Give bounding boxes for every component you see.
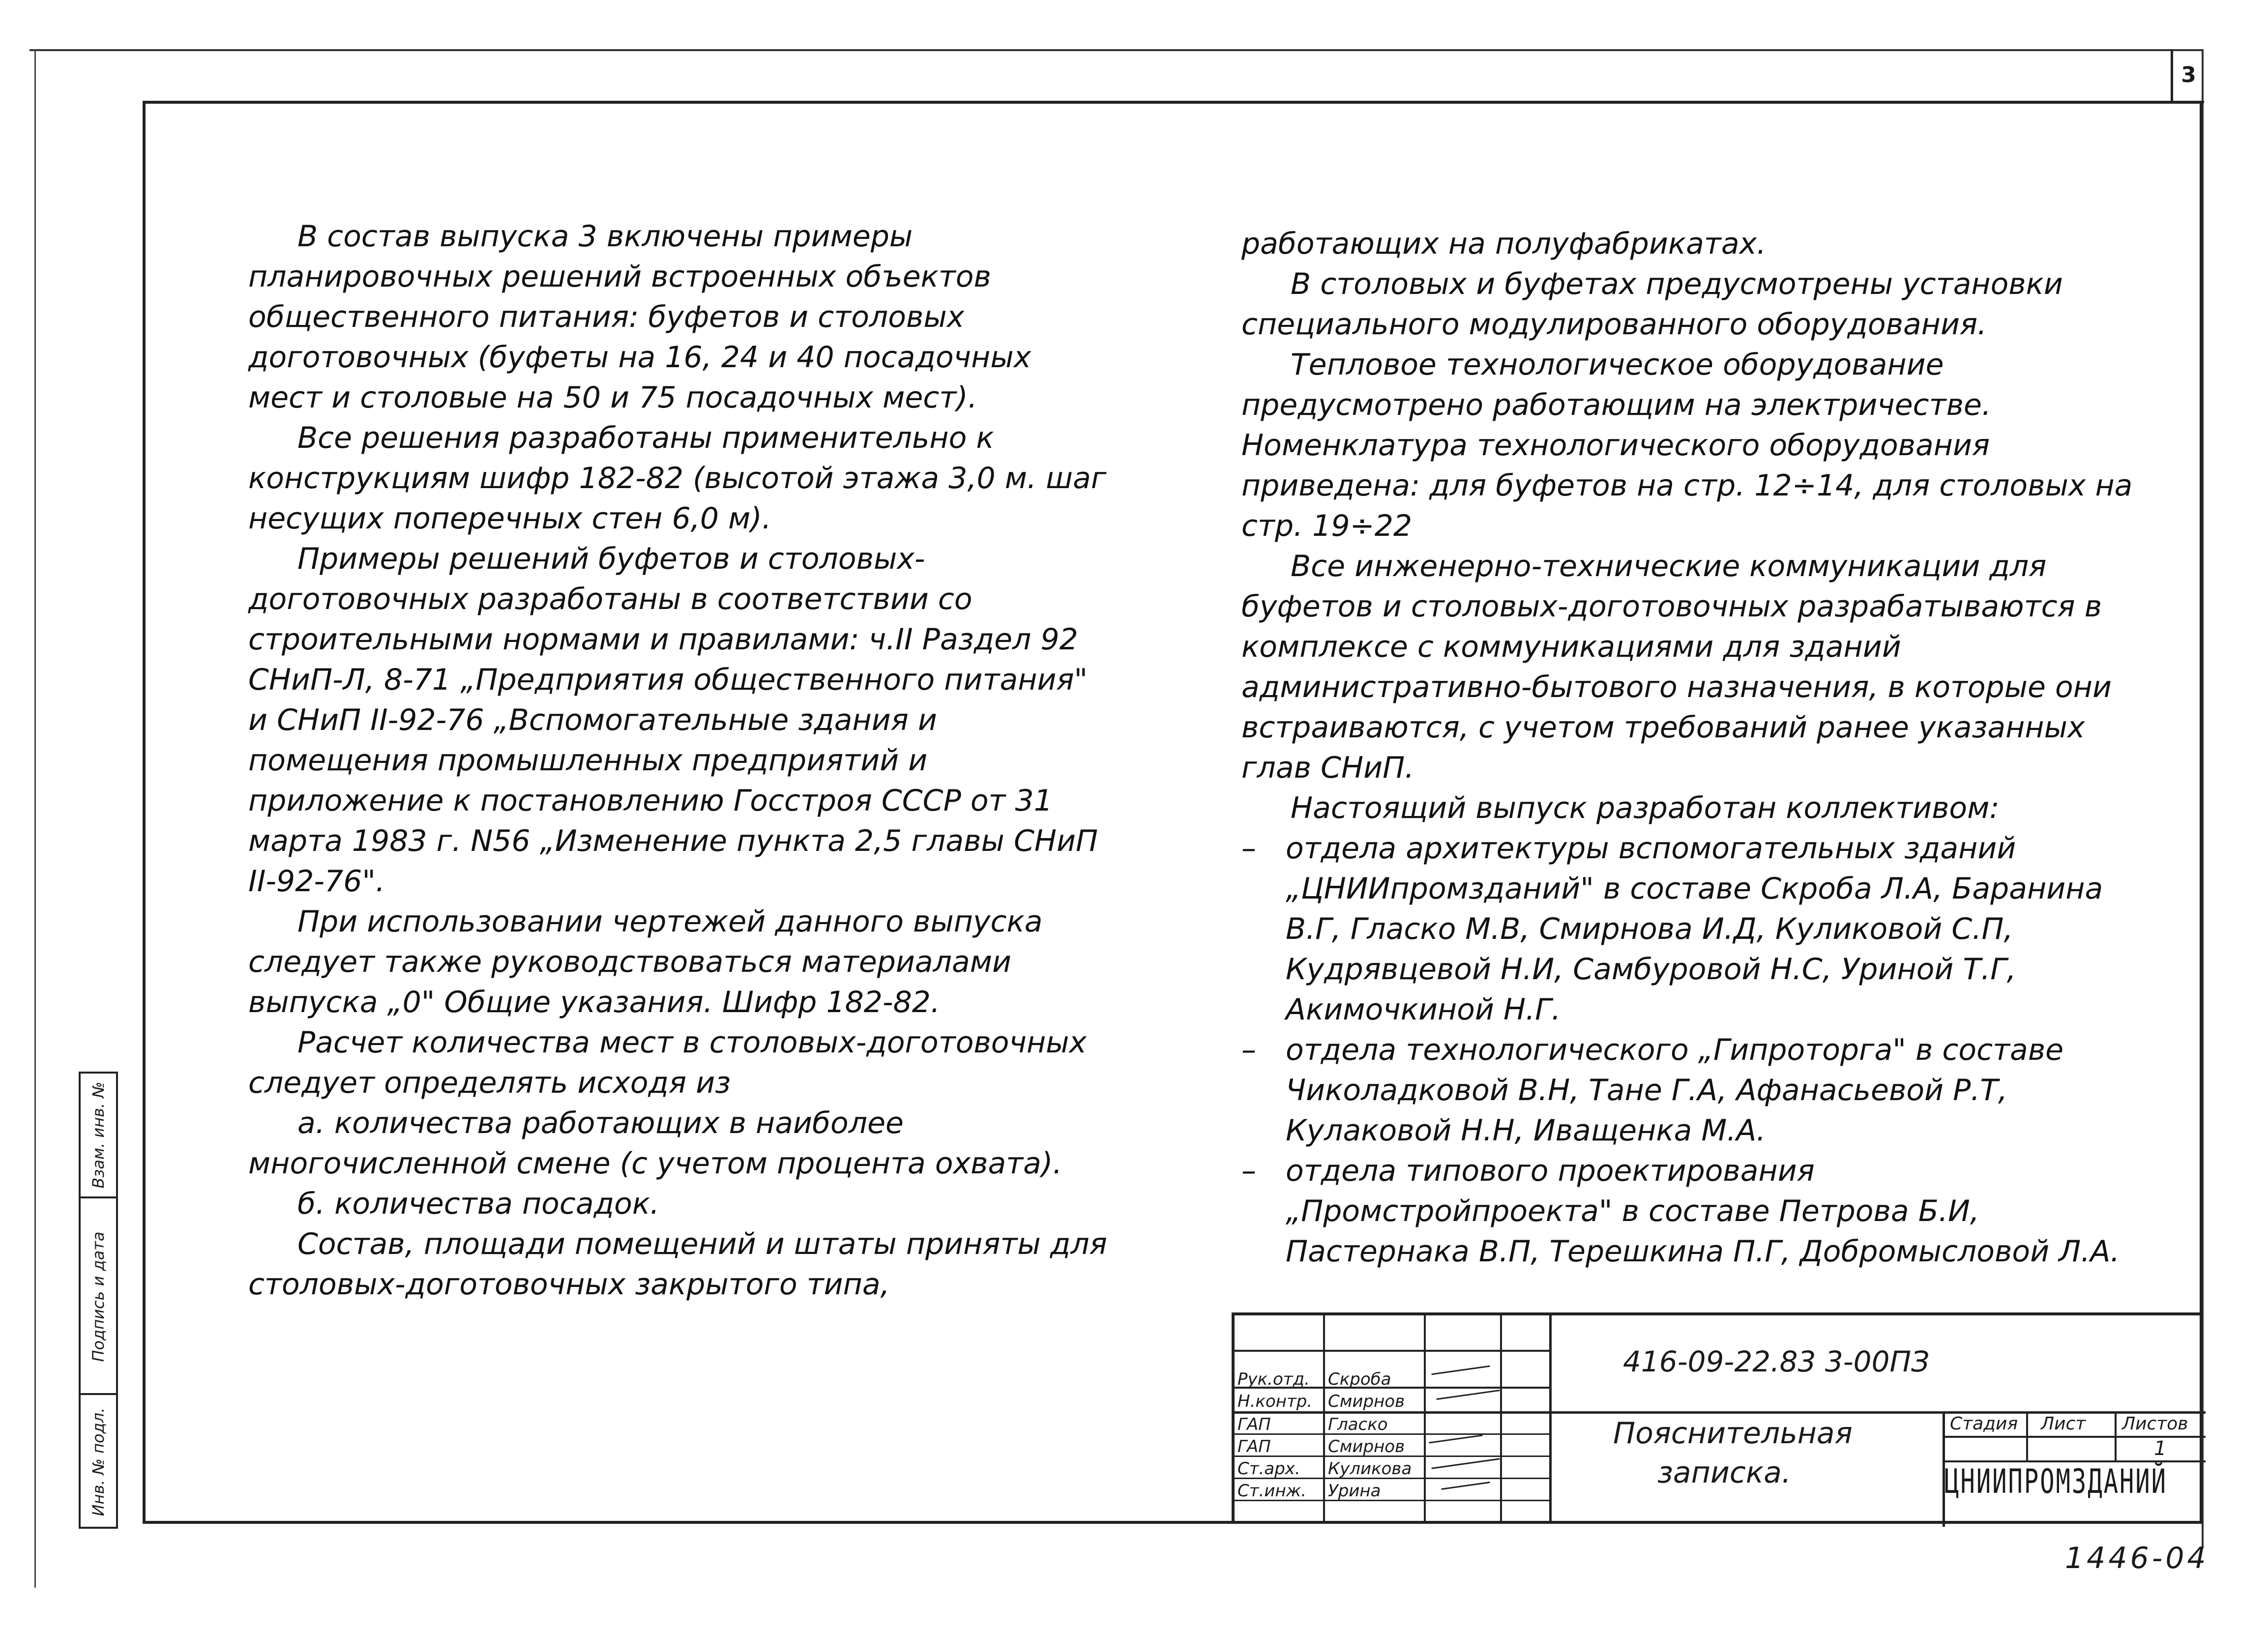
person-name: Смирнов (1328, 1437, 1405, 1456)
side-cell-replaces (81, 1074, 116, 1196)
role-label: Рук.отд. (1237, 1369, 1310, 1389)
signature (1431, 1366, 1490, 1375)
right-text-column (1241, 224, 2141, 1272)
paragraph: б. количества посадок. (297, 1187, 660, 1221)
paragraph: В столовых и буфетах предусмотрены установки специального модулированного оборудования. (1241, 267, 2063, 342)
paragraph: В состав выпуска 3 включены примеры планировочных решений встроенных объектов общественного питания: буфетов и столовых доготовочных (буфеты на 16, 24 и 40 посадочных мест и столовые на 50 и 75 посадочных мест). (248, 219, 1031, 415)
sheets-header: Листов (2122, 1414, 2188, 1434)
page-number: 3 (2171, 49, 2204, 103)
archive-number: 1446-04 (2065, 1541, 2209, 1575)
role-label: ГАП (1237, 1437, 1271, 1456)
paragraph: Расчет количества мест в столовых-доготовочных следует определять исходя из (248, 1025, 1087, 1100)
paragraph: Примеры решений буфетов и столовых-доготовочных разработаны в соответствии со строительными нормами и правилами: ч.II Раздел 92 СНиП-Л, 8-71 „Предприятия общественного питания" и СНиП II-92-76 „Вспомогательные здания и помещения промышленных предприятий и приложение к постановлению Госстроя СССР от 31 марта 1983 г. N56 „Изменение пункта 2,5 главы СНиП II-92-76". (248, 542, 1098, 899)
signature (1441, 1482, 1490, 1490)
side-stamp (79, 1072, 118, 1529)
author-group: – отдела типового проектирования „Промстройпроекта" в составе Петрова Б.И, Пастернака В.П, Терешкина П.Г, Добромысловой Л.А. (1241, 1151, 2141, 1272)
paragraph: Все решения разработаны применительно к конструкциям шифр 182-82 (высотой этажа 3,0 м. шаг несущих поперечных стен 6,0 м). (248, 421, 1107, 536)
role-label: Ст.арх. (1237, 1459, 1300, 1479)
author-group: – отдела технологического „Гипроторга" в составе Чиколадковой В.Н, Тане Г.А, Афанасьевой Р.Т, Кулаковой Н.Н, Иващенка М.А. (1241, 1030, 2141, 1151)
side-label: Подпись и дата (89, 1231, 108, 1362)
author-group: – отдела архитектуры вспомогательных зданий „ЦНИИпромзданий" в составе Скроба Л.А, Баранина В.Г, Гласко М.В, Смирнова И.Д, Куликовой С.П, Кудрявцевой Н.И, Самбуровой Н.С, Уриной Т.Г, Акимочкиной Н.Г. (1241, 828, 2141, 1030)
side-label: Взам. инв. № (89, 1081, 108, 1189)
role-label: ГАП (1237, 1415, 1271, 1434)
side-label: Инв. № подл. (89, 1407, 108, 1516)
organization-name: ЦНИИПРОМЗДАНИЙ (1944, 1462, 2167, 1501)
paragraph: Все инженерно-технические коммуникации для буфетов и столовых-доготовочных разрабатываются в комплексе с коммуникациями для зданий административно-бытового назначения, в которые они встраиваются, с учетом требований ранее указанных глав СНиП. (1241, 549, 2112, 785)
paragraph: а. количества работающих в наиболее многочисленной смене (с учетом процента охвата). (248, 1106, 1062, 1181)
side-cell-signature-date (81, 1196, 116, 1395)
outer-top-line (29, 49, 2203, 51)
paragraph: При использовании чертежей данного выпуска следует также руководствоваться материалами выпуска „0" Общие указания. Шифр 182-82. (248, 904, 1043, 1019)
person-name: Гласко (1328, 1415, 1388, 1434)
person-name: Урина (1328, 1481, 1381, 1501)
person-name: Смирнов (1328, 1392, 1405, 1411)
side-cell-inv-no (81, 1393, 116, 1529)
paragraph: работающих на полуфабрикатах. (1241, 227, 1767, 261)
left-text-column (248, 216, 1114, 1305)
sheets-value: 1 (2154, 1437, 2167, 1460)
person-name: Скроба (1328, 1369, 1391, 1389)
document-title-line2: записка. (1657, 1455, 1791, 1490)
document-code: 416-09-22.83 3-00ПЗ (1623, 1345, 1930, 1378)
paragraph: Настоящий выпуск разработан коллективом: (1291, 791, 2000, 825)
role-label: Ст.инж. (1237, 1481, 1307, 1501)
paragraph: Состав, площади помещений и штаты приняты для столовых-доготовочных закрытого типа, (248, 1227, 1107, 1302)
sheet-header: Лист (2041, 1414, 2086, 1434)
stage-header: Стадия (1950, 1414, 2018, 1434)
person-name: Куликова (1328, 1459, 1412, 1479)
signature (1431, 1458, 1500, 1469)
document-title: Пояснительная (1613, 1416, 1853, 1451)
signature (1429, 1434, 1482, 1443)
signature (1436, 1390, 1500, 1400)
outer-left-line (34, 49, 36, 1588)
paragraph: Тепловое технологическое оборудование предусмотрено работающим на электричестве. Номенклатура технологического оборудования приведена: для буфетов на стр. 12÷14, для столовых на стр. 19÷22 (1241, 348, 2133, 543)
role-label: Н.контр. (1237, 1392, 1313, 1411)
